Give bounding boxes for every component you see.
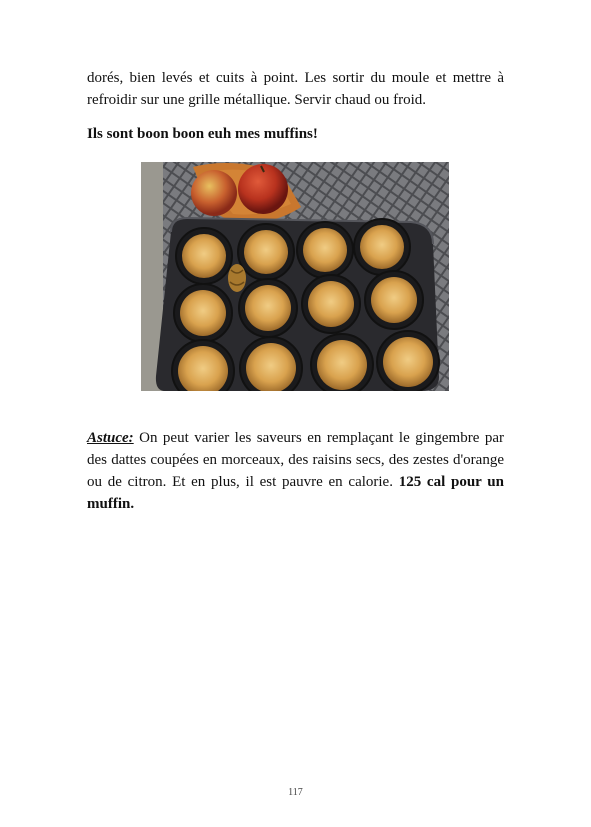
section-heading: Ils sont boon boon euh mes muffins! bbox=[87, 126, 318, 142]
muffin-tray-photo bbox=[141, 162, 449, 391]
tip-text: On peut varier les saveurs en remplaçant le gingembre par des dattes coupées en morceaux, des raisins secs, des zestes d'orange ou de citron. Et en plus, il est pauvre en calorie. bbox=[87, 430, 504, 490]
tip-label: Astuce: bbox=[87, 430, 134, 446]
tip-paragraph bbox=[87, 427, 504, 515]
intro-paragraph: dorés, bien levés et cuits à point. Les sortir du moule et mettre à refroidir sur une grille métallique. Servir chaud ou froid. bbox=[87, 70, 504, 108]
page-number: 117 bbox=[288, 787, 303, 798]
tip-calories: 125 cal pour un muffin. bbox=[87, 474, 504, 512]
